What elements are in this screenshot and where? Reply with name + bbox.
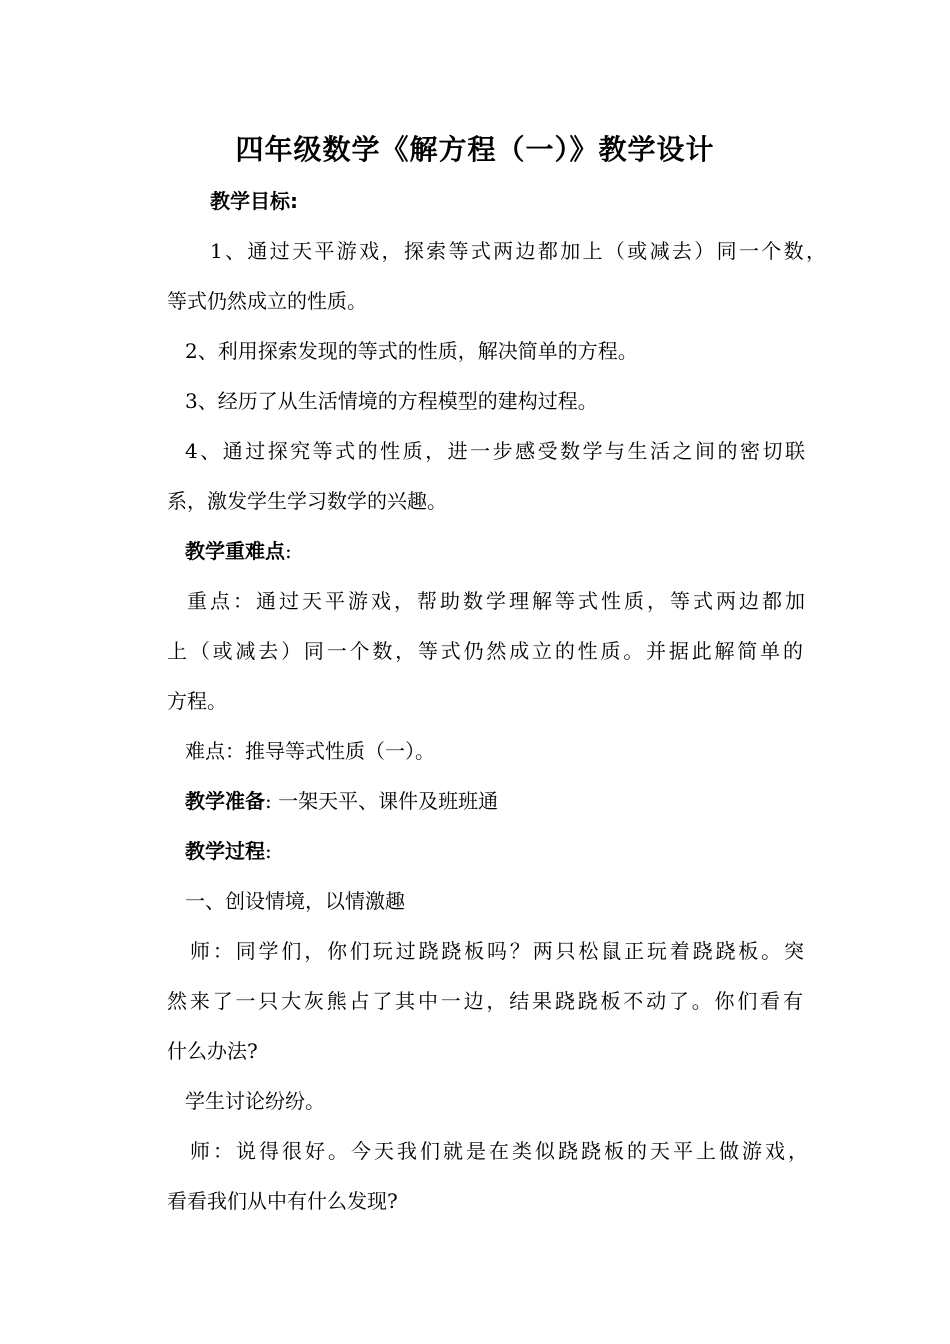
objective-4-line-2: 系，激发学生学习数学的兴趣。 xyxy=(167,489,447,513)
objective-2: 2、利用探索发现的等式的性质，解决简单的方程。 xyxy=(185,339,638,363)
teacher-1-line-3: 什么办法? xyxy=(167,1039,258,1063)
key-points-heading xyxy=(185,536,292,566)
preparation-text: : 一架天平、课件及班班通 xyxy=(265,789,499,813)
objective-1-line-1: 1、通过天平游戏，探索等式两边都加上（或减去）同一个数， xyxy=(210,239,826,263)
objective-3: 3、经历了从生活情境的方程模型的建构过程。 xyxy=(185,389,598,413)
objective-1-line-2: 等式仍然成立的性质。 xyxy=(167,289,367,313)
teacher-2-line-1: 师：说得很好。今天我们就是在类似跷跷板的天平上做游戏， xyxy=(190,1139,808,1163)
students-discussion: 学生讨论纷纷。 xyxy=(185,1089,325,1113)
key-points-heading-label: 教学重难点 xyxy=(185,539,285,563)
process-heading xyxy=(185,836,272,866)
teacher-1-line-1: 师：同学们，你们玩过跷跷板吗？两只松鼠正玩着跷跷板。突 xyxy=(190,939,804,963)
process-heading-colon: : xyxy=(265,839,272,863)
key-points-heading-colon: : xyxy=(285,539,292,563)
objective-4-line-1: 4、通过探究等式的性质，进一步感受数学与生活之间的密切联 xyxy=(185,439,805,463)
teacher-2-line-2: 看看我们从中有什么发现? xyxy=(167,1189,398,1213)
section-1-heading: 一、创设情境，以情激趣 xyxy=(185,889,405,913)
document-title: 四年级数学《解方程（一）》教学设计 xyxy=(235,133,715,166)
preparation-heading: 教学准备 xyxy=(185,789,265,813)
objectives-heading: 教学目标: xyxy=(210,189,298,213)
teacher-1-line-2: 然来了一只大灰熊占了其中一边，结果跷跷板不动了。你们看有 xyxy=(167,989,803,1013)
preparation xyxy=(185,786,498,816)
process-heading-label: 教学过程 xyxy=(185,839,265,863)
key-point-line-1: 重点：通过天平游戏，帮助数学理解等式性质，等式两边都加 xyxy=(187,589,805,613)
difficult-point: 难点：推导等式性质（一）。 xyxy=(185,739,435,763)
key-point-line-2: 上（或减去）同一个数，等式仍然成立的性质。并据此解简单的 xyxy=(167,639,803,663)
key-point-line-3: 方程。 xyxy=(167,689,227,713)
